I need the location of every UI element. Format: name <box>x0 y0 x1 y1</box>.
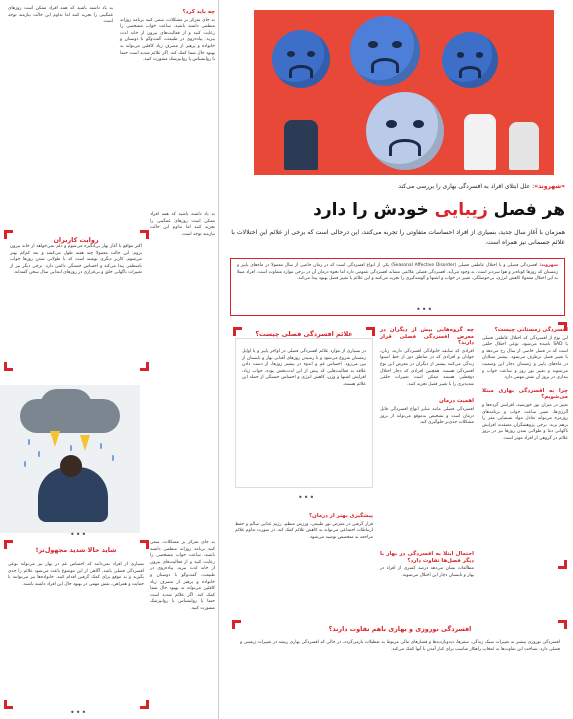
left-top-column-2 <box>8 6 113 26</box>
prevention-column <box>235 510 373 541</box>
right-column <box>482 324 568 443</box>
divider-dots: ••• <box>416 305 434 314</box>
storm-illustration <box>0 385 140 533</box>
paragraph: تغییر در میزان نور خورشید، افزایش گرده‌ها و آلرژی‌ها، تغییر ساعت خواب و برنامه‌های روزمره می‌تواند تعادل مواد شیمیایی مغز را برهم بزند. برخی پژوهشگران معتقدند افزایش ناگهانی دما و طولانی شدن روزها نیز در بروز علائم در گروهی از افراد موثر است. <box>482 402 568 441</box>
subheading: چرا به افسردگی بهاری مبتلا می‌شویم؟ <box>482 387 568 401</box>
intro-box <box>230 258 565 316</box>
subheading: اهمیت درمان <box>439 398 474 405</box>
left-bottom-title: شاید حالا شدید مجهول‌تر! <box>35 546 117 554</box>
sitting-person-icon <box>464 114 496 170</box>
headline-post: خودش را دارد <box>313 200 429 220</box>
headline-pre: هر فصل <box>493 200 565 220</box>
hero-illustration <box>254 10 554 175</box>
article-lede: همزمان با آغاز سال جدید، بسیاری از افراد احساسات متفاوتی را تجربه می‌کنند، این درحالی است که برخی از علائم این اختلالات با علائم جسمانی نیز همراه است. <box>231 229 565 246</box>
sad-face-icon <box>442 32 498 88</box>
left-bottom-column-2 <box>150 540 215 613</box>
paragraph: اکثر مواقع با آغاز بهار بی‌انگیزه می‌شوم و دلم نمی‌خواهد از خانه بیرون بروم. این حالت معمولا چند هفته طول می‌کشد و بعد کم‌کم بهتر می‌شوم. کاربر دیگری نوشته است که با طولانی شدن روزها خواب نامنظمی پیدا می‌کند و احساس خستگی دائمی دارد. برخی دیگر نیز از تغییرات ناگهانی خلق و بی‌قراری در روزهای ابتدایی سال سخن گفته‌اند. <box>10 244 142 276</box>
paragraph: افسردگی فصلی مانند سایر انواع افسردگی قابل درمان است و تشخیص به‌موقع می‌تواند از بروز مشکلات جدی‌تر جلوگیری کند. <box>380 406 474 426</box>
subheading: احتمال ابتلا به افسردگی در بهار با دیگر فصل‌ها تفاوت دارد؟ <box>380 551 474 564</box>
left-mid-column <box>150 212 215 238</box>
column-rule <box>218 0 219 719</box>
paragraph: این نوع از افسردگی که اختلال عاطفی فصلی یا SAD نامیده می‌شود، نوعی اختلال خلقی است که در فصل خاصی از سال رخ می‌دهد و با تغییر فصل برطرف می‌شود. بیشتر مبتلایان در ماه‌های پاییز و زمستان دچار این وضعیت می‌شوند و تغییر نور روز و ساعت خواب و بیداری در بروز آن نقش مهمی دارد. <box>482 335 568 381</box>
divider-dots: ••• <box>70 530 88 539</box>
bottom-section-title: افسردگی نوروزی و بهاری باهم تفاوت دارند؟ <box>328 625 472 633</box>
subheading: افسردگی زمستانی چیست؟ <box>494 327 568 333</box>
sad-face-icon <box>350 16 420 86</box>
headline-highlight: زیبایی <box>434 200 488 220</box>
divider-dots: ••• <box>298 493 316 502</box>
intro-text: افسردگی فصلی و یا اختلال عاطفی فصلی (Seasonal Affective Disorder) یکی از انواع افسردگی است که در زمان خاصی از سال معمولا در ماه‌های پاییز و زمستان که روزها کوتاه‌تر و هوا سردتر است، به وجود می‌آید. افسردگی فصلی علائمی مشابه افسردگی عمومی دارد اما نحوه درمان آن در برخی موارد متفاوت است. افراد مبتلا به این اختلال معمولا کاهش انرژی، بی‌حوصلگی، تغییر در خواب و اشتها و گوشه‌گیری را تجربه می‌کنند و این علائم با تغییر فصل بهبود پیدا می‌کند. <box>237 263 558 281</box>
person-head <box>60 455 82 477</box>
spring-column <box>380 548 474 579</box>
paragraph: به جای تمرکز بر مشکلات، سعی کنید برنامه روزانه منظمی داشته باشید، ساعت خواب مشخصی را رعایت کنید و از فعالیت‌های بیرون از خانه لذت ببرید. پیاده‌روی در طبیعت، گفت‌وگو با دوستان و خانواده و پرهیز از مصرف زیاد کافئین می‌تواند به بهبود حال شما کمک کند. اگر علائم شدید است حتما با روانشناس یا روانپزشک مشورت کنید. <box>150 540 215 611</box>
paragraph: افرادی که سابقه خانوادگی افسردگی دارند، زنان، جوانان و افرادی که در مناطق دور از خط استوا زندگی می‌کنند بیشتر از دیگران در معرض این نوع افسردگی هستند. همچنین افرادی که دچار اختلال دوقطبی هستند ممکن است تغییرات خلقی شدیدتری را با تغییر فصل تجربه کنند. <box>380 348 474 387</box>
users-box-title: روایت کاربران <box>53 236 99 244</box>
sad-face-icon <box>272 30 330 88</box>
article-caption: «شهروند»: علل ابتلای افراد به افسردگی بهاری را بررسی می‌کند <box>398 183 565 190</box>
caption-text: علل ابتلای افراد به افسردگی بهاری را بررسی می‌کند <box>398 183 531 190</box>
left-bottom-text: بسیاری از افراد نمی‌دانند که احساس غم در بهار نیز می‌تواند نوعی افسردگی فصلی باشد. آگاهی از این موضوع باعث می‌شود علائم را جدی بگیرند و به موقع برای کمک گرفتن اقدام کنند. خانواده‌ها نیز می‌توانند با حمایت و همراهی، نقش مهمی در بهبود حال این افراد داشته باشند. <box>8 562 144 587</box>
caption-label: «شهروند» <box>534 183 565 190</box>
lightning-icon <box>80 435 90 451</box>
paragraph: به یاد داشته باشید که همه افراد ممکن است روزهای غمگینی را تجربه کنند اما تداوم این حالت نیازمند توجه است. <box>8 6 113 25</box>
left-top-column <box>120 6 215 64</box>
paragraph: مطالعات نشان می‌دهد درصد کمتری از افراد در بهار و تابستان دچار این اختلال می‌شوند. <box>380 566 474 578</box>
subheading: پیشگیری بهتر از درمان؟ <box>308 513 373 519</box>
users-box <box>6 230 146 370</box>
paragraph: به جای تمرکز بر مشکلات، سعی کنید برنامه روزانه منظمی داشته باشید، ساعت خواب مشخصی را رعایت کنید و از فعالیت‌های بیرون از خانه لذت ببرید. پیاده‌روی در طبیعت، گفت‌وگو با دوستان و خانواده و پرهیز از مصرف زیاد کافئین می‌تواند به بهبود حال شما کمک کند. اگر علائم شدید است حتما با روانشناس یا روانپزشک مشورت کنید. <box>120 17 215 63</box>
symptoms-box-title: علائم افسردگی فصلی چیست؟ <box>235 330 373 338</box>
article-headline <box>230 200 565 220</box>
subheading: چه گروه‌هایی بیش از دیگران در معرض افسردگی فصلی قرار دارند؟ <box>380 327 474 347</box>
sad-face-icon <box>366 92 444 170</box>
paragraph: در بسیاری از موارد علائم افسردگی فصلی در اواخر پاییز و یا اوایل زمستان شروع می‌شود و با رسیدن روزهای آفتابی بهار و تابستان از بین می‌رود. احساس غم و اندوه در بیشتر روزها، از دست دادن علاقه به فعالیت‌هایی که پیش از این لذت‌بخش بوده، خواب زیاد، افزایش اشتها و وزن، کاهش انرژی و احساس خستگی از جمله این علائم هستند. <box>242 349 366 387</box>
sitting-person-icon <box>509 122 539 170</box>
subheading: چه باید کرد؟ <box>182 9 215 15</box>
paragraph: به یاد داشته باشید که همه افراد ممکن است روزهای غمگینی را تجربه کنند اما تداوم این حالت نیازمند توجه است. <box>150 212 215 237</box>
cloud-icon <box>40 389 92 423</box>
intro-label: شهروند: <box>539 263 558 268</box>
middle-column <box>380 324 474 427</box>
paragraph: قرار گرفتن در معرض نور طبیعی، ورزش منظم، رژیم غذایی سالم و حفظ ارتباطات اجتماعی می‌تواند به کاهش علائم کمک کند. در صورت تداوم علائم مراجعه به متخصص توصیه می‌شود. <box>235 521 373 540</box>
symptoms-box <box>235 338 373 488</box>
sitting-person-icon <box>284 120 318 170</box>
divider-dots: ••• <box>70 708 88 717</box>
lightning-icon <box>50 431 60 447</box>
bottom-section-text: افسردگی نوروزی بیشتر به تغییرات سبک زندگی، سفرها، دیدوبازدیدها و فشارهای مالی مربوط به تعطیلات بازمی‌گردد، در حالی که افسردگی بهاری ریشه در تغییرات زیستی و فصلی دارد. شناخت این تفاوت‌ها به انتخاب راهکار مناسب برای کنار آمدن با آنها کمک می‌کند. <box>240 640 560 652</box>
